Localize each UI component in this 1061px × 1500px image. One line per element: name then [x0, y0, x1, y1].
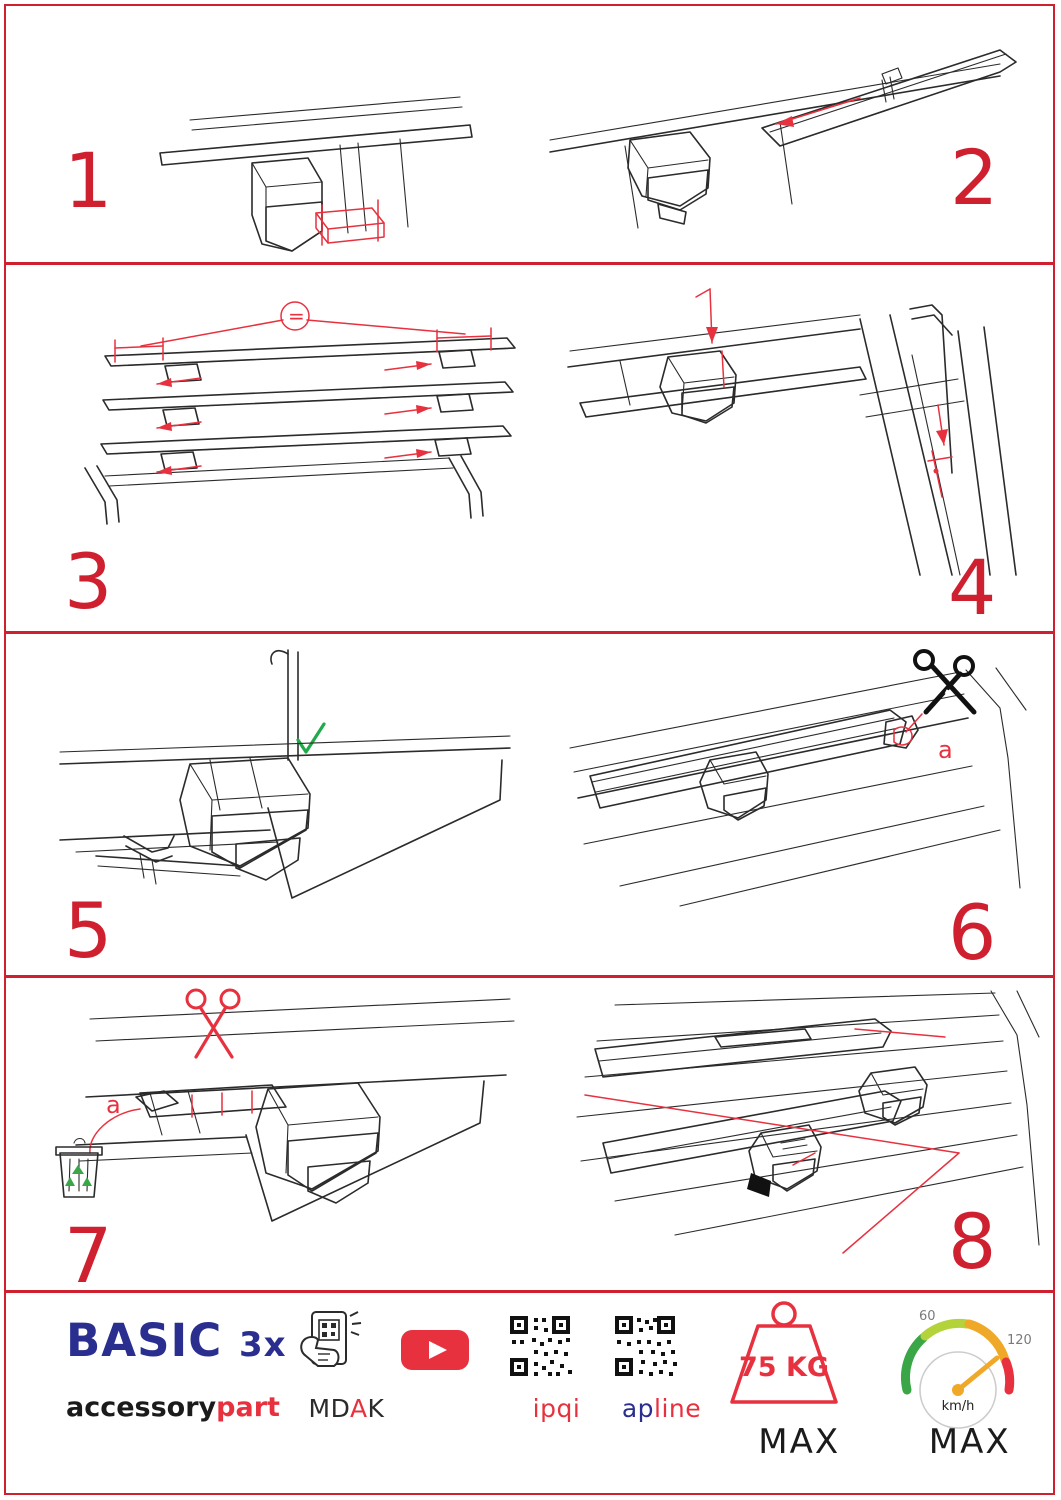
gauge-unit: km/h — [941, 1399, 974, 1414]
max-load-label: MAX — [758, 1422, 841, 1462]
step-3-illustration — [45, 290, 555, 530]
step-7-illustration — [40, 985, 540, 1250]
gauge-tick-60: 60 — [918, 1309, 936, 1324]
logo-mdak[interactable] — [294, 1290, 399, 1423]
max-speed-label: MAX — [928, 1422, 1011, 1462]
logo-mdak-label-a: MD — [308, 1394, 350, 1423]
step-number-5: 5 — [64, 886, 113, 975]
brand-subtitle-first: accessory — [66, 1392, 217, 1423]
logo-youtube[interactable] — [399, 1290, 504, 1388]
logo-mdak-label-c: K — [367, 1394, 385, 1423]
step3-equals-label: = — [288, 304, 305, 328]
speedometer-icon — [885, 1298, 1035, 1416]
qr-code-icon — [609, 1310, 681, 1382]
step-4-illustration — [560, 275, 1040, 575]
step-number-2: 2 — [950, 133, 999, 222]
divider-row-3 — [4, 975, 1055, 978]
brand-subtitle — [66, 1392, 294, 1423]
gauge-tick-120: 120 — [1006, 1333, 1032, 1348]
step-number-4: 4 — [948, 543, 997, 632]
max-load-value: 75 KG — [738, 1352, 830, 1383]
logo-apline-label-b: line — [654, 1394, 702, 1423]
max-speed-block — [885, 1290, 1056, 1462]
footer — [4, 1290, 1055, 1495]
divider-row-1 — [4, 262, 1055, 265]
logo-apline-label-a: ap — [621, 1394, 655, 1423]
step-number-6: 6 — [948, 888, 997, 977]
weight-icon — [714, 1298, 854, 1416]
logo-ipqi-label: ipqi — [532, 1394, 581, 1423]
brand-title — [66, 1316, 294, 1370]
step-number-7: 7 — [64, 1211, 113, 1300]
step-number-1: 1 — [64, 136, 113, 225]
hand-phone-qr-icon — [294, 1310, 384, 1382]
step-number-8: 8 — [948, 1197, 997, 1286]
logo-mdak-label-b: A — [349, 1394, 368, 1423]
qr-code-icon — [504, 1310, 576, 1382]
divider-row-2 — [4, 631, 1055, 634]
step-5-illustration — [40, 640, 540, 920]
logo-ipqi[interactable] — [504, 1290, 609, 1423]
step7-label-a: a — [106, 1091, 121, 1119]
brand-subtitle-second: part — [216, 1392, 280, 1423]
step-6-illustration — [560, 648, 1040, 918]
logo-apline[interactable] — [609, 1290, 714, 1423]
brand-title-count: 3x — [238, 1325, 287, 1365]
logo-mdak-label — [294, 1394, 399, 1423]
logo-apline-label — [609, 1394, 714, 1423]
step-number-3: 3 — [64, 537, 113, 626]
brand-title-main: BASIC — [66, 1314, 223, 1367]
brand-block — [4, 1290, 294, 1423]
youtube-play-icon — [399, 1324, 471, 1376]
step6-label-a: a — [938, 736, 953, 764]
max-load-block — [714, 1290, 885, 1462]
